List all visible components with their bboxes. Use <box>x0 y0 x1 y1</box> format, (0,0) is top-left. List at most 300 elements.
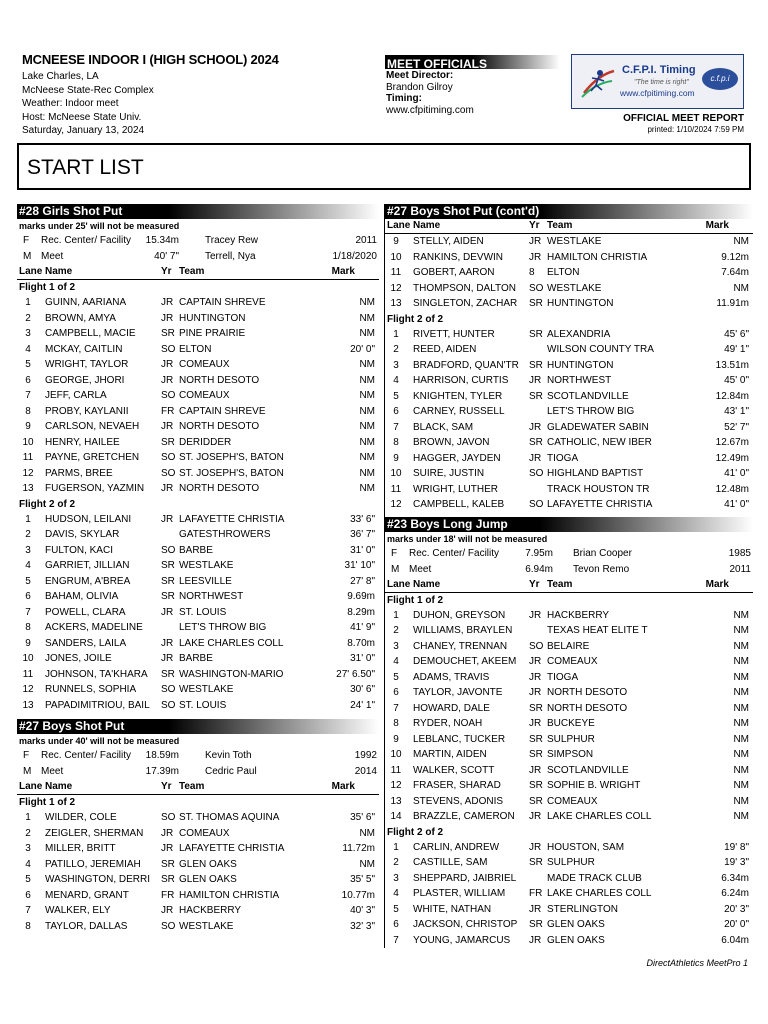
lane-number: 10 <box>390 468 402 479</box>
athlete-team: LEESVILLE <box>179 575 232 587</box>
athlete-year: SO <box>161 812 176 823</box>
athlete-row <box>385 794 753 810</box>
lane-number: 12 <box>22 467 34 479</box>
athlete-team: GLEN OAKS <box>547 934 605 946</box>
athlete-row <box>17 574 379 590</box>
lane-number: 6 <box>25 889 31 901</box>
athlete-year: FR <box>529 888 543 899</box>
lane-number: 11 <box>22 452 34 463</box>
seed-mark: NM <box>733 780 749 791</box>
athlete-year: FR <box>161 889 175 901</box>
seed-mark: 20' 0" <box>724 919 749 930</box>
lane-number: 14 <box>390 811 402 822</box>
record-code: F <box>23 235 30 246</box>
page-title-box <box>17 143 751 190</box>
athlete-team: SOPHIE B. WRIGHT <box>547 780 641 791</box>
athlete-year: SR <box>529 298 543 309</box>
athlete-row <box>385 732 753 748</box>
record-label: Meet <box>41 766 64 777</box>
seed-mark: 30' 6" <box>350 684 375 695</box>
seed-mark: 40' 3" <box>350 905 375 916</box>
athlete-row <box>385 296 753 312</box>
seed-mark: 45' 0" <box>724 375 749 386</box>
athlete-team: NORTHWEST <box>179 591 244 602</box>
seed-mark: NM <box>359 436 375 448</box>
seed-mark: NM <box>733 811 749 822</box>
lane-number: 2 <box>25 529 31 540</box>
athlete-year: SO <box>529 640 544 652</box>
athlete-row <box>385 608 753 624</box>
lane-number: 1 <box>393 841 399 853</box>
athlete-team: MADE TRACK CLUB <box>547 872 642 884</box>
meet-info <box>22 70 154 138</box>
athlete-team: CAPTAIN SHREVE <box>179 405 266 417</box>
athlete-name: GOBERT, AARON <box>413 267 495 278</box>
athlete-year: SR <box>529 390 543 402</box>
athlete-team: NORTH DESOTO <box>179 421 260 432</box>
athlete-name: CARLIN, ANDREW <box>413 841 500 853</box>
header-yr: Yr <box>161 266 172 277</box>
athlete-row <box>17 919 379 935</box>
athlete-team: BUCKEYE <box>547 718 595 729</box>
lane-number: 2 <box>25 827 31 839</box>
director-name: Brandon Gilroy <box>386 81 453 93</box>
seed-mark: 32' 3" <box>350 920 375 932</box>
athlete-year: SR <box>529 328 543 340</box>
lane-number: 2 <box>393 625 399 636</box>
athlete-name: MENARD, GRANT <box>45 889 129 901</box>
timing-url[interactable]: www.cfpitiming.com <box>386 104 474 116</box>
lane-number: 7 <box>393 934 399 946</box>
record-year: 1985 <box>728 547 751 559</box>
lane-number: 13 <box>390 795 402 807</box>
seed-mark: NM <box>733 671 749 683</box>
athlete-team: NORTH DESOTO <box>547 702 628 714</box>
seed-mark: 11.91m <box>716 298 749 309</box>
athlete-team: LAFAYETTE CHRISTIA <box>179 843 285 854</box>
lane-number: 8 <box>25 920 31 932</box>
seed-mark: 6.34m <box>721 872 749 884</box>
athlete-name: CARNEY, RUSSELL <box>413 406 505 417</box>
right-column <box>384 204 753 948</box>
athlete-name: WILLIAMS, BRAYLEN <box>413 625 513 636</box>
seed-mark: 36' 7" <box>350 529 375 540</box>
athlete-team: ELTON <box>547 267 580 278</box>
header-mark: Mark <box>331 781 355 792</box>
athlete-team: LAKE CHARLES COLL <box>547 888 652 899</box>
athlete-name: ZEIGLER, SHERMAN <box>45 827 144 839</box>
lane-number: 11 <box>390 764 402 776</box>
seed-mark: NM <box>359 374 375 386</box>
athlete-row <box>385 917 753 933</box>
lane-number: 1 <box>25 812 31 823</box>
athlete-name: BROWN, JAVON <box>413 437 490 448</box>
athlete-year: JR <box>161 483 174 494</box>
athlete-team: NORTHWEST <box>547 375 612 386</box>
athlete-row <box>17 620 379 636</box>
lane-number: 3 <box>25 328 31 339</box>
athlete-team: HOUSTON, SAM <box>547 841 625 853</box>
athlete-row <box>385 451 753 467</box>
athlete-year: SO <box>161 544 176 556</box>
record-code: M <box>391 563 400 575</box>
event-header-boys-shot-contd: #27 Boys Shot Put (cont'd) <box>385 204 753 219</box>
athlete-name: WILDER, COLE <box>45 812 117 823</box>
athlete-team: WESTLAKE <box>547 282 602 294</box>
flight-label: Flight 2 of 2 <box>387 826 444 838</box>
athlete-year: SR <box>161 575 175 587</box>
left-column <box>17 204 379 934</box>
seed-mark: 6.24m <box>721 888 749 899</box>
athlete-name: JACKSON, CHRISTOP <box>413 919 518 930</box>
athlete-row <box>17 342 379 358</box>
logo-seal: c.f.p.i <box>702 68 738 90</box>
athlete-name: WRIGHT, TAYLOR <box>45 359 129 370</box>
athlete-name: PATILLO, JEREMIAH <box>45 858 141 870</box>
athlete-year: JR <box>529 609 542 621</box>
athlete-year: SO <box>161 343 176 355</box>
seed-mark: 7.64m <box>721 267 749 278</box>
seed-mark: 31' 0" <box>350 653 375 664</box>
header-mark: Mark <box>705 220 729 231</box>
athlete-name: SINGLETON, ZACHAR <box>413 298 518 309</box>
seed-mark: 9.69m <box>347 591 375 602</box>
athlete-year: JR <box>529 934 542 946</box>
lane-number: 8 <box>25 405 31 417</box>
record-holder: Brian Cooper <box>573 547 632 559</box>
record-code: F <box>391 547 398 559</box>
athlete-team: WESTLAKE <box>547 236 602 247</box>
athlete-name: GARRIET, JILLIAN <box>45 560 130 571</box>
athlete-name: RUNNELS, SOPHIA <box>45 684 137 695</box>
athlete-year: SR <box>161 560 175 571</box>
header-yr: Yr <box>529 220 540 231</box>
athlete-name: DUHON, GREYSON <box>413 609 506 621</box>
flight-label: Flight 2 of 2 <box>19 498 76 510</box>
athlete-year: JR <box>529 452 542 464</box>
athlete-year: SR <box>161 858 175 870</box>
athlete-team: HACKBERRY <box>547 609 610 621</box>
meet-officials-heading: MEET OFFICIALS <box>385 55 560 69</box>
athlete-year: SR <box>529 359 543 371</box>
athlete-team: DERIDDER <box>179 436 232 448</box>
lane-number: 12 <box>390 282 402 294</box>
seed-mark: 45' 6" <box>724 328 749 340</box>
record-code: F <box>23 750 30 761</box>
seed-mark: 8.70m <box>347 637 375 649</box>
athlete-year: SR <box>529 437 543 448</box>
athlete-row <box>385 373 753 389</box>
athlete-year: JR <box>161 359 174 370</box>
athlete-team: LAKE CHARLES COLL <box>547 811 652 822</box>
athlete-name: CARLSON, NEVAEH <box>45 421 140 432</box>
athlete-team: LET'S THROW BIG <box>547 406 635 417</box>
athlete-name: STELLY, AIDEN <box>413 236 484 247</box>
athlete-name: SANDERS, LAILA <box>45 637 127 649</box>
athlete-name: KNIGHTEN, TYLER <box>413 390 503 402</box>
athlete-year: JR <box>529 764 542 776</box>
lane-number: 11 <box>390 483 402 495</box>
athlete-row <box>17 527 379 543</box>
header-yr: Yr <box>161 781 172 792</box>
seed-mark: NM <box>733 282 749 294</box>
athlete-year: JR <box>161 374 174 386</box>
athlete-team: GLEN OAKS <box>179 858 237 870</box>
seed-mark: 31' 0" <box>350 544 375 556</box>
athlete-team: HAMILTON CHRISTIA <box>179 889 280 901</box>
seed-mark: 41' 0" <box>724 499 749 510</box>
athlete-row <box>385 265 753 281</box>
lane-number: 7 <box>25 905 31 916</box>
athlete-name: CAMPBELL, MACIE <box>45 328 136 339</box>
header-lane: Lane <box>387 578 411 590</box>
athlete-row <box>17 419 379 435</box>
athlete-row <box>17 651 379 667</box>
athlete-team: LET'S THROW BIG <box>179 622 267 633</box>
athlete-row <box>385 747 753 763</box>
record-year: 2011 <box>729 563 751 575</box>
meet-officials <box>386 70 474 116</box>
athlete-year: JR <box>161 606 174 618</box>
athlete-team: HACKBERRY <box>179 905 242 916</box>
athlete-name: HAGGER, JAYDEN <box>413 452 501 464</box>
seed-mark: NM <box>733 640 749 652</box>
athlete-row <box>17 826 379 842</box>
athlete-name: MCKAY, CAITLIN <box>45 343 123 355</box>
athlete-name: WHITE, NATHAN <box>413 903 492 915</box>
column-headers <box>385 219 753 234</box>
athlete-row <box>17 373 379 389</box>
lane-number: 5 <box>393 671 399 683</box>
flight-label: Flight 1 of 2 <box>19 282 76 293</box>
athlete-team: WASHINGTON-MARIO <box>179 668 284 680</box>
athlete-row <box>17 810 379 826</box>
athlete-year: SR <box>529 780 543 791</box>
athlete-row <box>385 281 753 297</box>
seed-mark: 20' 3" <box>724 903 749 915</box>
athlete-team: COMEAUX <box>547 656 598 667</box>
seed-mark: NM <box>359 452 375 463</box>
athlete-name: CASTILLE, SAM <box>413 857 488 868</box>
seed-mark: NM <box>733 764 749 776</box>
header-yr: Yr <box>529 578 540 590</box>
lane-number: 1 <box>393 328 399 340</box>
seed-mark: NM <box>733 795 749 807</box>
athlete-team: ST. LOUIS <box>179 699 227 711</box>
lane-number: 5 <box>393 903 399 915</box>
rows-boys-shot-contd <box>385 234 753 312</box>
cfpi-logo <box>571 54 744 109</box>
athlete-row <box>385 327 753 343</box>
lane-number: 9 <box>393 733 399 745</box>
seed-mark: NM <box>359 827 375 839</box>
athlete-row <box>17 903 379 919</box>
athlete-name: GEORGE, JHORI <box>45 374 125 386</box>
athlete-team: HUNTINGTON <box>547 298 614 309</box>
athlete-team: CATHOLIC, NEW IBER <box>547 437 652 448</box>
athlete-team: COMEAUX <box>179 390 230 401</box>
lane-number: 3 <box>393 359 399 371</box>
athlete-year: JR <box>529 687 542 698</box>
lane-number: 1 <box>25 297 31 308</box>
seed-mark: 19' 3" <box>724 857 749 868</box>
athlete-row <box>17 589 379 605</box>
lane-number: 2 <box>393 344 399 355</box>
athlete-team: BARBE <box>179 544 213 556</box>
athlete-team: TIOGA <box>547 671 579 683</box>
athlete-row <box>385 358 753 374</box>
athlete-row <box>17 450 379 466</box>
column-headers <box>17 780 379 795</box>
athlete-team: SULPHUR <box>547 733 595 745</box>
header-team: Team <box>179 266 205 277</box>
athlete-row <box>17 872 379 888</box>
athlete-name: BLACK, SAM <box>413 421 474 433</box>
seed-mark: 6.04m <box>721 934 749 946</box>
event-header-girls-shot: #28 Girls Shot Put <box>17 204 379 219</box>
athlete-year: SO <box>529 499 544 510</box>
lane-number: 10 <box>22 653 34 664</box>
athlete-row <box>17 888 379 904</box>
event-note: marks under 18' will not be measured <box>387 533 548 544</box>
record-holder: Tracey Rew <box>205 235 258 246</box>
lane-number: 13 <box>22 483 34 494</box>
athlete-year: SR <box>161 328 175 339</box>
athlete-row <box>17 841 379 857</box>
athlete-row <box>385 623 753 639</box>
athlete-name: HOWARD, DALE <box>413 702 490 714</box>
lane-number: 10 <box>390 251 402 263</box>
athlete-name: HUDSON, LEILANI <box>45 513 132 525</box>
flight-label: Flight 2 of 2 <box>387 313 444 325</box>
seed-mark: NM <box>359 297 375 308</box>
seed-mark: NM <box>359 858 375 870</box>
seed-mark: 31' 10" <box>344 560 375 571</box>
seed-mark: NM <box>733 733 749 745</box>
event-header-boys-shot: #27 Boys Shot Put <box>17 719 379 734</box>
lane-number: 3 <box>25 544 31 556</box>
flights-boys-shot <box>17 795 379 934</box>
lane-number: 13 <box>390 298 402 309</box>
athlete-year: JR <box>161 312 174 324</box>
record-mark: 6.94m <box>525 563 553 575</box>
record-holder: Kevin Toth <box>205 750 252 761</box>
athlete-name: POWELL, CLARA <box>45 606 126 618</box>
athlete-team: NORTH DESOTO <box>179 374 260 386</box>
athlete-team: BELAIRE <box>547 640 590 652</box>
seed-mark: NM <box>359 467 375 479</box>
athlete-name: MARTIN, AIDEN <box>413 749 487 760</box>
athlete-year: SO <box>161 699 176 711</box>
athlete-name: JOHNSON, TA'KHARA <box>45 668 148 680</box>
athlete-year: JR <box>161 653 174 664</box>
athlete-name: YOUNG, JAMARCUS <box>413 934 511 946</box>
athlete-name: FULTON, KACI <box>45 544 113 556</box>
athlete-name: REED, AIDEN <box>413 344 477 355</box>
athlete-name: GUINN, AARIANA <box>45 297 127 308</box>
athlete-name: BROWN, AMYA <box>45 312 116 324</box>
athlete-team: BARBE <box>179 653 213 664</box>
seed-mark: 12.49m <box>715 452 749 464</box>
athlete-name: LEBLANC, TUCKER <box>413 733 506 745</box>
athlete-row <box>17 481 379 497</box>
lane-number: 8 <box>393 718 399 729</box>
athlete-name: JEFF, CARLA <box>45 390 107 401</box>
seed-mark: 33' 6" <box>350 513 375 525</box>
athlete-team: HIGHLAND BAPTIST <box>547 468 644 479</box>
footer-credit: DirectAthletics MeetPro 1 <box>646 958 748 968</box>
athlete-team: NORTH DESOTO <box>547 687 628 698</box>
athlete-row <box>17 357 379 373</box>
seed-mark: NM <box>359 405 375 417</box>
lane-number: 4 <box>393 888 399 899</box>
athlete-team: WESTLAKE <box>179 560 234 571</box>
seed-mark: NM <box>733 609 749 621</box>
athlete-team: ST. LOUIS <box>179 606 227 618</box>
athlete-team: SCOTLANDVILLE <box>547 390 629 402</box>
event-header-boys-lj: #23 Boys Long Jump <box>385 517 753 532</box>
athlete-name: PROBY, KAYLANII <box>45 405 129 417</box>
seed-mark: 43' 1" <box>724 406 749 417</box>
record-label: Rec. Center/ Facility <box>41 235 132 246</box>
athlete-name: PARMS, BREE <box>45 467 113 479</box>
lane-number: 2 <box>393 857 399 868</box>
lane-number: 11 <box>22 668 34 680</box>
athlete-team: LAKE CHARLES COLL <box>179 637 284 649</box>
athlete-row <box>17 326 379 342</box>
athlete-team: ST. THOMAS AQUINA <box>179 812 280 823</box>
lane-number: 8 <box>393 437 399 448</box>
meet-venue: McNeese State-Rec Complex <box>22 84 154 96</box>
logo-brand: C.F.P.I. Timing <box>622 64 696 76</box>
athlete-team: TRACK HOUSTON TR <box>547 483 650 495</box>
athlete-year: 8 <box>529 267 535 278</box>
lane-number: 6 <box>25 591 31 602</box>
director-label: Meet Director: <box>386 70 454 81</box>
record-label: Rec. Center/ Facility <box>41 750 132 761</box>
seed-mark: NM <box>733 625 749 636</box>
athlete-row <box>385 234 753 250</box>
athlete-year: SO <box>161 452 176 463</box>
lane-number: 9 <box>393 452 399 464</box>
meet-location: Lake Charles, LA <box>22 71 99 82</box>
header-team: Team <box>547 578 573 590</box>
athlete-row <box>17 857 379 873</box>
athlete-row <box>385 389 753 405</box>
athlete-row <box>17 667 379 683</box>
athlete-row <box>385 685 753 701</box>
flight-label: Flight 1 of 2 <box>387 594 444 606</box>
seed-mark: 41' 0" <box>724 468 749 479</box>
event-note: marks under 40' will not be measured <box>19 736 180 746</box>
athlete-row <box>17 512 379 528</box>
record-code: M <box>23 766 32 777</box>
athlete-team: HUNTINGTON <box>179 312 246 324</box>
record-code: M <box>23 251 32 262</box>
athlete-row <box>17 636 379 652</box>
athlete-team: SULPHUR <box>547 857 595 868</box>
athlete-row <box>17 466 379 482</box>
lane-number: 4 <box>25 560 31 571</box>
lane-number: 7 <box>393 421 399 433</box>
athlete-name: WALKER, ELY <box>45 905 111 916</box>
athlete-row <box>385 639 753 655</box>
record-meet <box>17 764 379 780</box>
lane-number: 7 <box>25 606 31 618</box>
athlete-name: THOMPSON, DALTON <box>413 282 516 294</box>
athlete-row <box>385 871 753 887</box>
seed-mark: 27' 6.50" <box>336 668 375 680</box>
